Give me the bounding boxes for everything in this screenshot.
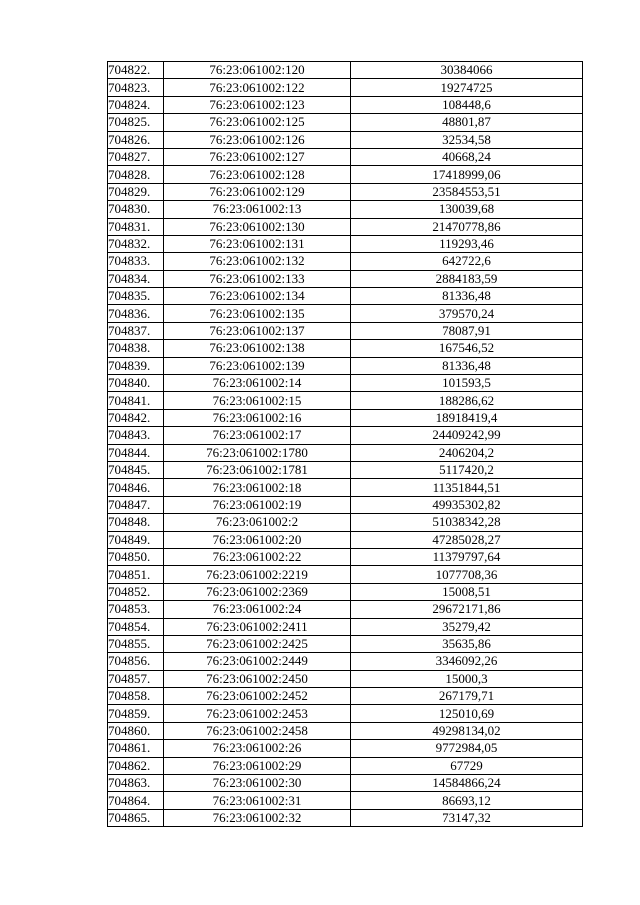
- cadastral-number-cell: 76:23:061002:1781: [164, 461, 351, 478]
- cadastral-number-cell: 76:23:061002:17: [164, 427, 351, 444]
- cadastral-value-cell: 11351844,51: [351, 479, 583, 496]
- cadastral-value-cell: 78087,91: [351, 322, 583, 339]
- row-number-cell: 704853.: [108, 601, 164, 618]
- cadastral-number-cell: 76:23:061002:130: [164, 218, 351, 235]
- cadastral-value-cell: 67729: [351, 757, 583, 774]
- cadastral-value-cell: 130039,68: [351, 201, 583, 218]
- cadastral-value-cell: 188286,62: [351, 392, 583, 409]
- row-number-cell: 704855.: [108, 635, 164, 652]
- cadastral-number-cell: 76:23:061002:16: [164, 409, 351, 426]
- row-number-cell: 704845.: [108, 461, 164, 478]
- table-row: [108, 653, 583, 670]
- table-row: [108, 114, 583, 131]
- cadastral-value-cell: 15008,51: [351, 583, 583, 600]
- table-row: [108, 253, 583, 270]
- row-number-cell: 704832.: [108, 235, 164, 252]
- cadastral-number-cell: 76:23:061002:131: [164, 235, 351, 252]
- cadastral-value-cell: 267179,71: [351, 688, 583, 705]
- cadastral-number-cell: 76:23:061002:2450: [164, 670, 351, 687]
- cadastral-number-cell: 76:23:061002:132: [164, 253, 351, 270]
- row-number-cell: 704833.: [108, 253, 164, 270]
- row-number-cell: 704827.: [108, 148, 164, 165]
- cadastral-value-cell: 40668,24: [351, 148, 583, 165]
- row-number-cell: 704840.: [108, 375, 164, 392]
- row-number-cell: 704843.: [108, 427, 164, 444]
- cadastral-number-cell: 76:23:061002:2453: [164, 705, 351, 722]
- cadastral-number-cell: 76:23:061002:2219: [164, 566, 351, 583]
- row-number-cell: 704854.: [108, 618, 164, 635]
- row-number-cell: 704823.: [108, 79, 164, 96]
- table-row: [108, 96, 583, 113]
- row-number-cell: 704824.: [108, 96, 164, 113]
- cadastral-number-cell: 76:23:061002:31: [164, 792, 351, 809]
- row-number-cell: 704863.: [108, 775, 164, 792]
- table-row: [108, 201, 583, 218]
- row-number-cell: 704859.: [108, 705, 164, 722]
- cadastral-number-cell: 76:23:061002:14: [164, 375, 351, 392]
- cadastral-number-cell: 76:23:061002:29: [164, 757, 351, 774]
- cadastral-number-cell: 76:23:061002:129: [164, 183, 351, 200]
- row-number-cell: 704830.: [108, 201, 164, 218]
- cadastral-number-cell: 76:23:061002:19: [164, 496, 351, 513]
- row-number-cell: 704842.: [108, 409, 164, 426]
- cadastral-value-cell: 5117420,2: [351, 461, 583, 478]
- table-row: [108, 62, 583, 79]
- cadastral-value-cell: 21470778,86: [351, 218, 583, 235]
- cadastral-value-cell: 18918419,4: [351, 409, 583, 426]
- table-row: [108, 566, 583, 583]
- row-number-cell: 704849.: [108, 531, 164, 548]
- cadastral-number-cell: 76:23:061002:20: [164, 531, 351, 548]
- cadastral-value-cell: 2406204,2: [351, 444, 583, 461]
- cadastral-number-cell: 76:23:061002:125: [164, 114, 351, 131]
- row-number-cell: 704861.: [108, 740, 164, 757]
- row-number-cell: 704851.: [108, 566, 164, 583]
- cadastral-value-cell: 24409242,99: [351, 427, 583, 444]
- cadastral-number-cell: 76:23:061002:2425: [164, 635, 351, 652]
- table-row: [108, 757, 583, 774]
- cadastral-value-cell: 3346092,26: [351, 653, 583, 670]
- table-row: [108, 479, 583, 496]
- cadastral-number-cell: 76:23:061002:13: [164, 201, 351, 218]
- cadastral-value-cell: 11379797,64: [351, 548, 583, 565]
- row-number-cell: 704841.: [108, 392, 164, 409]
- cadastral-number-cell: 76:23:061002:2369: [164, 583, 351, 600]
- cadastral-value-table: [107, 61, 583, 827]
- cadastral-value-cell: 30384066: [351, 62, 583, 79]
- cadastral-number-cell: 76:23:061002:139: [164, 357, 351, 374]
- row-number-cell: 704857.: [108, 670, 164, 687]
- row-number-cell: 704862.: [108, 757, 164, 774]
- cadastral-value-cell: 51038342,28: [351, 514, 583, 531]
- table-row: [108, 357, 583, 374]
- table-row: [108, 548, 583, 565]
- cadastral-value-cell: 101593,5: [351, 375, 583, 392]
- cadastral-value-cell: 81336,48: [351, 288, 583, 305]
- cadastral-number-cell: 76:23:061002:133: [164, 270, 351, 287]
- table-row: [108, 688, 583, 705]
- cadastral-number-cell: 76:23:061002:2449: [164, 653, 351, 670]
- row-number-cell: 704848.: [108, 514, 164, 531]
- cadastral-number-cell: 76:23:061002:2: [164, 514, 351, 531]
- table-row: [108, 166, 583, 183]
- cadastral-value-cell: 9772984,05: [351, 740, 583, 757]
- row-number-cell: 704822.: [108, 62, 164, 79]
- table-row: [108, 618, 583, 635]
- row-number-cell: 704858.: [108, 688, 164, 705]
- cadastral-number-cell: 76:23:061002:22: [164, 548, 351, 565]
- cadastral-number-cell: 76:23:061002:137: [164, 322, 351, 339]
- table-row: [108, 305, 583, 322]
- table-row: [108, 514, 583, 531]
- cadastral-value-cell: 642722,6: [351, 253, 583, 270]
- cadastral-number-cell: 76:23:061002:32: [164, 809, 351, 826]
- cadastral-number-cell: 76:23:061002:120: [164, 62, 351, 79]
- table-row: [108, 775, 583, 792]
- cadastral-value-cell: 35279,42: [351, 618, 583, 635]
- row-number-cell: 704852.: [108, 583, 164, 600]
- cadastral-number-cell: 76:23:061002:30: [164, 775, 351, 792]
- cadastral-value-cell: 379570,24: [351, 305, 583, 322]
- table-body: [108, 62, 583, 827]
- cadastral-value-cell: 119293,46: [351, 235, 583, 252]
- table-row: [108, 531, 583, 548]
- table-row: [108, 375, 583, 392]
- cadastral-value-cell: 108448,6: [351, 96, 583, 113]
- row-number-cell: 704856.: [108, 653, 164, 670]
- cadastral-value-cell: 49298134,02: [351, 722, 583, 739]
- table-row: [108, 183, 583, 200]
- table-row: [108, 583, 583, 600]
- cadastral-number-cell: 76:23:061002:122: [164, 79, 351, 96]
- cadastral-value-cell: 125010,69: [351, 705, 583, 722]
- cadastral-value-cell: 2884183,59: [351, 270, 583, 287]
- cadastral-number-cell: 76:23:061002:18: [164, 479, 351, 496]
- cadastral-value-cell: 17418999,06: [351, 166, 583, 183]
- row-number-cell: 704850.: [108, 548, 164, 565]
- row-number-cell: 704831.: [108, 218, 164, 235]
- table-row: [108, 392, 583, 409]
- cadastral-number-cell: 76:23:061002:26: [164, 740, 351, 757]
- cadastral-value-cell: 23584553,51: [351, 183, 583, 200]
- table-row: [108, 340, 583, 357]
- row-number-cell: 704846.: [108, 479, 164, 496]
- table-row: [108, 218, 583, 235]
- cadastral-value-cell: 167546,52: [351, 340, 583, 357]
- cadastral-value-cell: 14584866,24: [351, 775, 583, 792]
- table-row: [108, 601, 583, 618]
- table-row: [108, 235, 583, 252]
- row-number-cell: 704864.: [108, 792, 164, 809]
- row-number-cell: 704837.: [108, 322, 164, 339]
- row-number-cell: 704865.: [108, 809, 164, 826]
- table-row: [108, 270, 583, 287]
- table-row: [108, 792, 583, 809]
- row-number-cell: 704835.: [108, 288, 164, 305]
- table-row: [108, 79, 583, 96]
- cadastral-number-cell: 76:23:061002:2452: [164, 688, 351, 705]
- table-row: [108, 670, 583, 687]
- table-row: [108, 148, 583, 165]
- row-number-cell: 704826.: [108, 131, 164, 148]
- cadastral-value-cell: 81336,48: [351, 357, 583, 374]
- cadastral-number-cell: 76:23:061002:15: [164, 392, 351, 409]
- cadastral-number-cell: 76:23:061002:2458: [164, 722, 351, 739]
- cadastral-value-cell: 35635,86: [351, 635, 583, 652]
- table-row: [108, 461, 583, 478]
- cadastral-value-cell: 73147,32: [351, 809, 583, 826]
- cadastral-number-cell: 76:23:061002:128: [164, 166, 351, 183]
- cadastral-value-cell: 47285028,27: [351, 531, 583, 548]
- table-row: [108, 322, 583, 339]
- row-number-cell: 704834.: [108, 270, 164, 287]
- table-row: [108, 131, 583, 148]
- row-number-cell: 704847.: [108, 496, 164, 513]
- table-row: [108, 444, 583, 461]
- cadastral-value-cell: 49935302,82: [351, 496, 583, 513]
- table-row: [108, 427, 583, 444]
- cadastral-value-cell: 1077708,36: [351, 566, 583, 583]
- cadastral-number-cell: 76:23:061002:2411: [164, 618, 351, 635]
- table-row: [108, 740, 583, 757]
- cadastral-number-cell: 76:23:061002:123: [164, 96, 351, 113]
- cadastral-number-cell: 76:23:061002:24: [164, 601, 351, 618]
- row-number-cell: 704838.: [108, 340, 164, 357]
- cadastral-number-cell: 76:23:061002:127: [164, 148, 351, 165]
- table-row: [108, 809, 583, 826]
- row-number-cell: 704828.: [108, 166, 164, 183]
- cadastral-value-cell: 19274725: [351, 79, 583, 96]
- table-row: [108, 496, 583, 513]
- row-number-cell: 704839.: [108, 357, 164, 374]
- table-row: [108, 635, 583, 652]
- row-number-cell: 704844.: [108, 444, 164, 461]
- cadastral-value-cell: 15000,3: [351, 670, 583, 687]
- table-row: [108, 288, 583, 305]
- cadastral-number-cell: 76:23:061002:126: [164, 131, 351, 148]
- cadastral-number-cell: 76:23:061002:134: [164, 288, 351, 305]
- cadastral-value-cell: 32534,58: [351, 131, 583, 148]
- cadastral-number-cell: 76:23:061002:1780: [164, 444, 351, 461]
- cadastral-number-cell: 76:23:061002:135: [164, 305, 351, 322]
- table-row: [108, 705, 583, 722]
- cadastral-value-cell: 29672171,86: [351, 601, 583, 618]
- row-number-cell: 704829.: [108, 183, 164, 200]
- row-number-cell: 704836.: [108, 305, 164, 322]
- row-number-cell: 704825.: [108, 114, 164, 131]
- cadastral-number-cell: 76:23:061002:138: [164, 340, 351, 357]
- row-number-cell: 704860.: [108, 722, 164, 739]
- table-row: [108, 722, 583, 739]
- cadastral-value-cell: 86693,12: [351, 792, 583, 809]
- cadastral-value-cell: 48801,87: [351, 114, 583, 131]
- table-row: [108, 409, 583, 426]
